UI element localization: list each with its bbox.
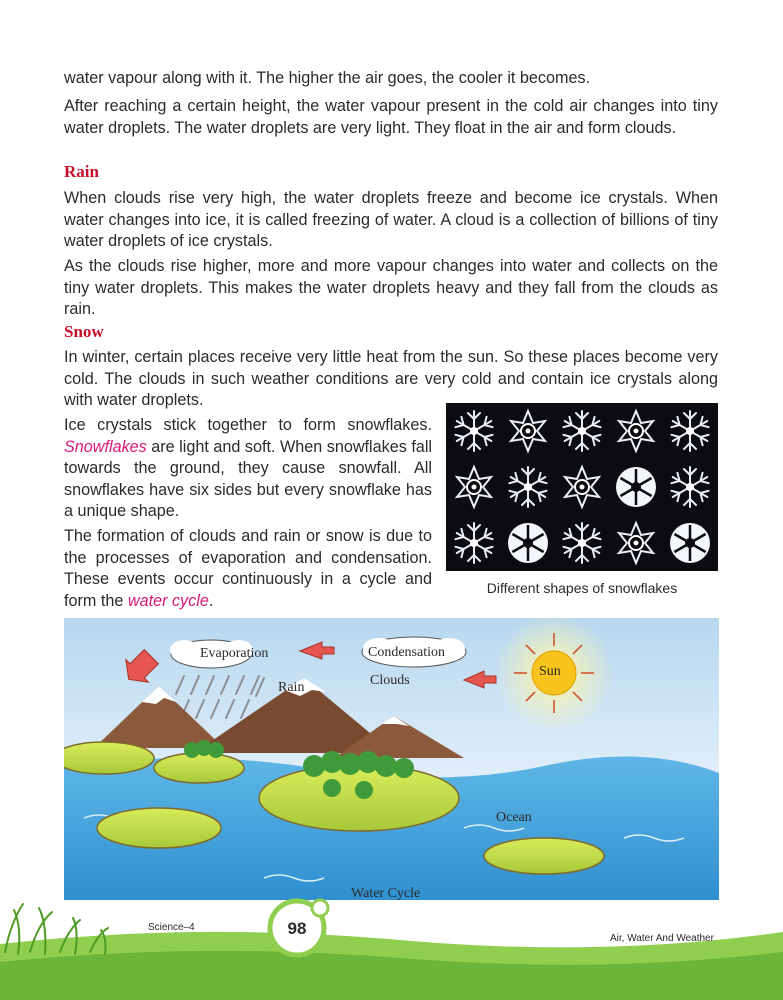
- heading-snow: Snow: [64, 322, 104, 341]
- label-evaporation: Evaporation: [200, 646, 269, 661]
- water-cycle-text-a: The formation of clouds and rain or snow is due to the processes of evaporation and condensation. These events occur continuously in a cycle and form the: [64, 527, 432, 610]
- footer-chapter-title: Air, Water And Weather: [610, 933, 714, 944]
- paragraph-intro: water vapour along with it. The higher the air goes, the cooler it becomes.: [64, 69, 591, 87]
- footer-grass-band: [0, 892, 783, 1000]
- water-cycle-caption: Water Cycle: [351, 886, 421, 901]
- water-cycle-diagram: [64, 618, 719, 900]
- page-number: 98: [287, 919, 307, 938]
- snowflakes-image: [446, 403, 718, 571]
- term-snowflakes: Snowflakes: [64, 437, 147, 456]
- label-condensation: Condensation: [368, 645, 445, 660]
- snowflake-row-2: [457, 467, 709, 507]
- paragraph-water-cycle: [64, 526, 432, 612]
- label-rain: Rain: [278, 680, 305, 695]
- water-cycle-text-b: .: [208, 591, 214, 610]
- page-footer: [0, 892, 783, 1000]
- paragraph-condensation: After reaching a certain height, the water vapour present in the cold air changes into tiny water droplets. The water droplets are very light. They float in the air and form clouds.: [64, 97, 718, 137]
- paragraph-snow-1: In winter, certain places receive very little heat from the sun. So these places become very cold. The clouds in such weather conditions are very cold and contain ice crystals along with water droplets.: [64, 348, 718, 409]
- snowflake-row-1: [455, 411, 708, 451]
- snowflakes-text-b: are light and soft. When snowflakes fall towards the ground, they cause snowfall. All snowflakes have six sides but every snowflake has a unique shape.: [64, 437, 433, 520]
- paragraph-rain-1: When clouds rise very high, the water droplets freeze and become ice crystals. When water changes into ice, it is called freezing of water. A cloud is a collection of billions of tiny water droplets of ice crystals.: [64, 189, 718, 250]
- paragraph-snowflakes: [64, 415, 432, 523]
- snowflakes-grid-svg: [446, 403, 718, 571]
- snowflake-row-3: [455, 523, 710, 563]
- label-ocean: Ocean: [496, 810, 532, 825]
- term-water-cycle: water cycle: [127, 591, 209, 610]
- heading-rain: Rain: [64, 162, 99, 181]
- label-sun: Sun: [539, 664, 561, 679]
- snowflakes-caption: Different shapes of snowflakes: [486, 580, 678, 596]
- footer-subject: Science–4: [148, 922, 195, 933]
- label-clouds: Clouds: [370, 673, 410, 688]
- paragraph-rain-2: As the clouds rise higher, more and more vapour changes into water and collects on the tiny water droplets. This makes the water droplets heavy and they fall from the clouds as rain.: [64, 257, 718, 318]
- snowflakes-text-a: Ice crystals stick together to form snowflakes.: [64, 416, 432, 434]
